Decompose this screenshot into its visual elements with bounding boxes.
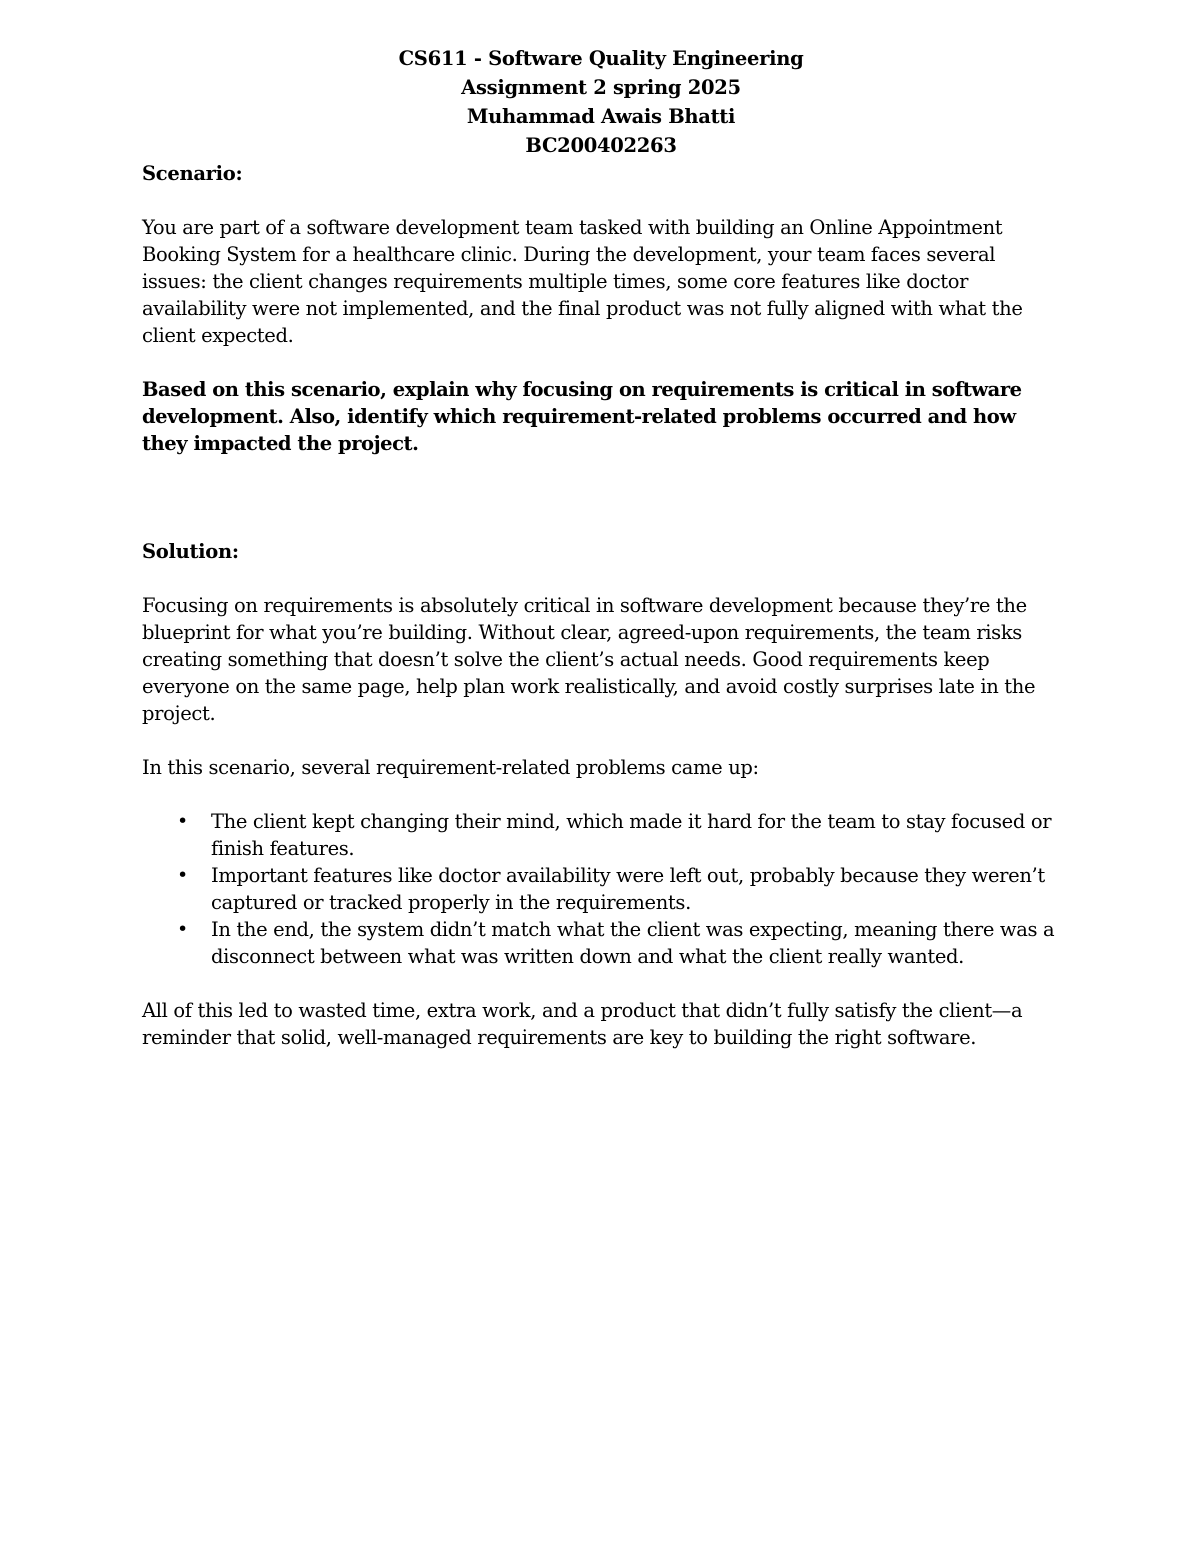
list-item xyxy=(142,916,1060,970)
assignment-title: Assignment 2 spring 2025 xyxy=(461,76,741,99)
bullet-icon: • xyxy=(177,864,188,886)
student-id: BC200402263 xyxy=(525,134,677,157)
document-header xyxy=(142,44,1060,160)
student-name: Muhammad Awais Bhatti xyxy=(466,105,736,128)
scenario-paragraph: You are part of a software development team tasked with building an Online Appointment Booking System for a healthcare clinic. During the development, your team faces several issues: the client changes requirements multiple times, some core features like doctor availability were not implemented, and the final product was not fully aligned with what the client expected. xyxy=(142,216,1023,347)
course-title: CS611 - Software Quality Engineering xyxy=(398,47,804,70)
document-content xyxy=(142,44,1060,1051)
solution-intro-paragraph: Focusing on requirements is absolutely critical in software development because they’re the blueprint for what you’re building. Without clear, agreed-upon requirements, the team risks creating something that doesn’t solve the client’s actual needs. Good requirements keep everyone on the same page, help plan work realistically, and avoid costly surprises late in the project. xyxy=(142,594,1036,725)
bullet-icon: • xyxy=(177,918,188,940)
scenario-heading: Scenario: xyxy=(142,162,243,185)
problems-intro-paragraph: In this scenario, several requirement-related problems came up: xyxy=(142,756,759,779)
list-item-text: The client kept changing their mind, which made it hard for the team to stay focused or finish features. xyxy=(211,810,1052,860)
list-item-text: Important features like doctor availability were left out, probably because they weren’t captured or tracked properly in the requirements. xyxy=(211,864,1045,914)
problems-list xyxy=(142,808,1060,970)
bullet-icon: • xyxy=(177,810,188,832)
list-item xyxy=(142,808,1060,862)
list-item-text: In the end, the system didn’t match what the client was expecting, meaning there was a disconnect between what was written down and what the client really wanted. xyxy=(211,918,1055,968)
solution-heading: Solution: xyxy=(142,540,239,563)
conclusion-paragraph: All of this led to wasted time, extra work, and a product that didn’t fully satisfy the client—a reminder that solid, well-managed requirements are key to building the right software. xyxy=(142,999,1023,1049)
list-item xyxy=(142,862,1060,916)
question-paragraph: Based on this scenario, explain why focusing on requirements is critical in software development. Also, identify which requirement-related problems occurred and how they impacted the project. xyxy=(142,378,1022,455)
